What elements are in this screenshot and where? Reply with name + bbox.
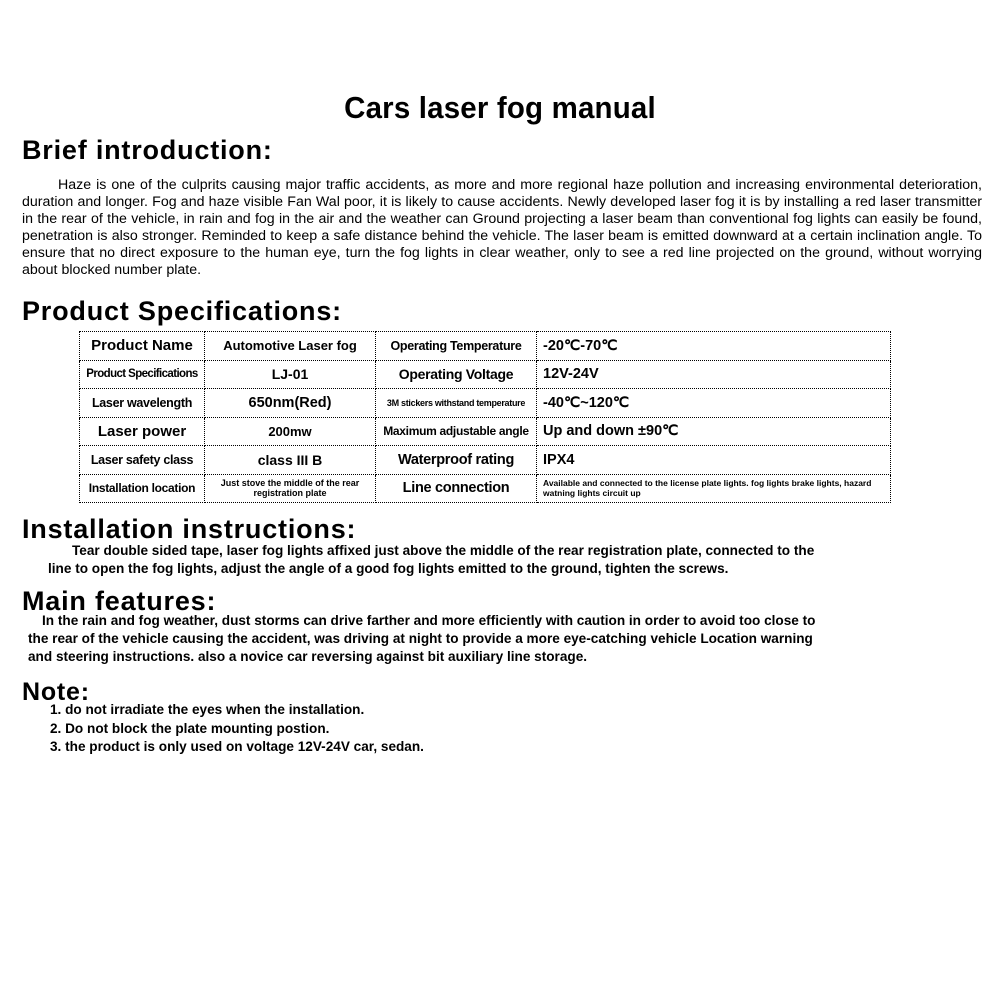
features-line: the rear of the vehicle causing the accident, was driving at night to provide a more eye-catching vehicle Location warning bbox=[28, 631, 813, 646]
spec-value: IPX4 bbox=[537, 446, 891, 475]
spec-label: Laser safety class bbox=[80, 446, 205, 475]
spec-label: Product Name bbox=[80, 332, 205, 361]
features-line: In the rain and fog weather, dust storms can drive farther and more efficiently with caution in order to avoid too close to bbox=[42, 613, 816, 628]
spec-value: -40℃~120℃ bbox=[537, 389, 891, 418]
product-specifications-heading: Product Specifications: bbox=[22, 296, 342, 326]
installation-line: line to open the fog lights, adjust the angle of a good fog lights emitted to the ground, tighten the screws. bbox=[48, 561, 729, 576]
spec-value: class III B bbox=[205, 446, 376, 475]
note-item: 1. do not irradiate the eyes when the installation. bbox=[50, 702, 365, 717]
spec-label: Waterproof rating bbox=[376, 446, 537, 475]
brief-introduction-paragraph: Haze is one of the culprits causing major traffic accidents, as more and more regional haze pollution and increasing environmental deterioration, duration and longer. Fog and haze visible Fan Wal poor, it is likely to cause accidents. Newly developed laser fog it is by installing a red laser transmitter in the rear of the vehicle, in rain and fog in the air and the weather can Ground projecting a laser beam than conventional fog lights can easily be found, penetration is also stronger. Reminded to keep a safe distance behind the vehicle. The laser beam is emitted downward at a certain inclination angle. To ensure that no direct exposure to the human eye, turn the fog lights in clear weather, only to see a red line projected on the ground, without worrying about blocked number plate. bbox=[22, 177, 982, 279]
table-row bbox=[80, 446, 891, 475]
note-heading: Note: bbox=[22, 678, 90, 706]
spec-value: 12V-24V bbox=[537, 360, 891, 389]
installation-line: Tear double sided tape, laser fog lights affixed just above the middle of the rear registration plate, connected to the bbox=[72, 543, 815, 558]
spec-value: 650nm(Red) bbox=[205, 389, 376, 418]
spec-label: Line connection bbox=[376, 474, 537, 503]
table-row bbox=[80, 389, 891, 418]
spec-value: Automotive Laser fog bbox=[205, 332, 376, 361]
spec-label: Installation location bbox=[80, 474, 205, 503]
table-row bbox=[80, 474, 891, 503]
note-list bbox=[50, 701, 424, 757]
spec-label: Product Specifications bbox=[80, 360, 205, 389]
spec-value: -20℃-70℃ bbox=[537, 332, 891, 361]
spec-value: 200mw bbox=[205, 417, 376, 446]
spec-value: Just stove the middle of the rear registration plate bbox=[205, 474, 376, 503]
table-row bbox=[80, 417, 891, 446]
installation-instructions-heading: Installation instructions: bbox=[22, 514, 357, 544]
brief-introduction-text bbox=[22, 177, 982, 280]
spec-label: Operating Temperature bbox=[376, 332, 537, 361]
note-item: 2. Do not block the plate mounting postion. bbox=[50, 720, 330, 736]
brief-introduction-heading: Brief introduction: bbox=[22, 135, 273, 165]
table-row bbox=[80, 332, 891, 361]
main-features-text bbox=[28, 612, 968, 666]
table-row bbox=[80, 360, 891, 389]
spec-label: Laser wavelength bbox=[80, 389, 205, 418]
specifications-table bbox=[79, 331, 891, 503]
spec-value: Available and connected to the license plate lights. fog lights brake lights, hazard watning lights circuit up bbox=[537, 474, 891, 503]
spec-label: Laser power bbox=[80, 417, 205, 446]
features-line: and steering instructions. also a novice car reversing against bit auxiliary line storage. bbox=[28, 649, 588, 664]
spec-value: LJ-01 bbox=[205, 360, 376, 389]
main-features-heading: Main features: bbox=[22, 586, 217, 616]
installation-instructions-text bbox=[48, 542, 938, 578]
spec-value: Up and down ±90℃ bbox=[537, 417, 891, 446]
spec-label: Maximum adjustable angle bbox=[376, 417, 537, 446]
spec-label: 3M stickers withstand temperature bbox=[376, 389, 537, 418]
page-title: Cars laser fog manual bbox=[344, 90, 656, 125]
spec-label: Operating Voltage bbox=[376, 360, 537, 389]
note-item: 3. the product is only used on voltage 12V-24V car, sedan. bbox=[50, 739, 424, 754]
